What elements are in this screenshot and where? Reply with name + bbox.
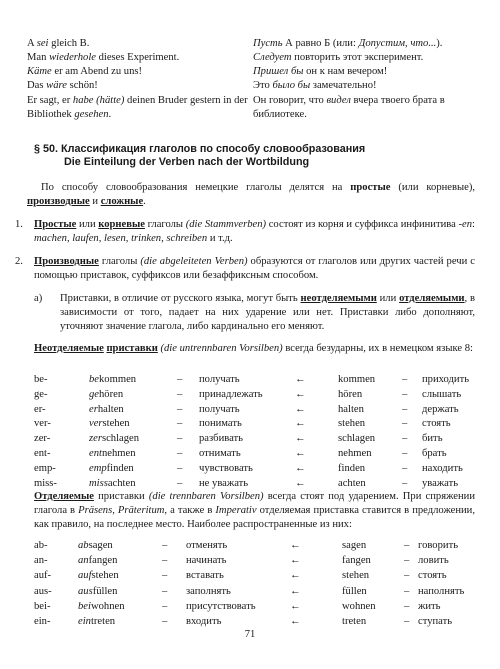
- verb-prefix: ent: [89, 448, 102, 459]
- base-translation-cell: наполнять: [418, 585, 465, 597]
- translation-cell: принадлежать: [199, 388, 263, 400]
- prefix-cell: auf-: [34, 570, 52, 582]
- verb-prefix: aus: [78, 585, 93, 597]
- translation-cell: получать: [199, 374, 240, 385]
- base-translation-cell: держать: [422, 403, 459, 415]
- dash-symbol: –: [162, 570, 168, 582]
- arrow-left-icon: ←: [290, 570, 301, 582]
- emphasis-text: корневые: [98, 219, 145, 230]
- table-row: [0, 600, 500, 615]
- emphasis-text: Отделяемые: [34, 491, 94, 502]
- dash-symbol: –: [404, 570, 410, 582]
- base-translation-cell: стоять: [422, 418, 451, 430]
- emphasis-text: (die Stammverben): [185, 219, 267, 230]
- dash-symbol: –: [402, 418, 408, 430]
- verb-cell: bekommen: [89, 374, 137, 385]
- section-title-de: Die Einteilung der Verben nach der Wortbildung: [64, 156, 310, 169]
- dash-symbol: –: [162, 616, 168, 627]
- verb-cell: eintreten: [78, 616, 116, 627]
- table-row: [0, 462, 500, 477]
- table-row: [0, 373, 500, 388]
- prefix-cell: be-: [34, 374, 48, 385]
- item-1-text: Простые или корневые глаголы (die Stammverben) состоят из корня и суффикса инфинитива -en: machen, laufen, lesen, trinken, schreiben и т.д.: [34, 219, 475, 244]
- table-row: [0, 417, 500, 432]
- verb-prefix: ab: [78, 540, 89, 551]
- translation-cell: вставать: [186, 570, 224, 582]
- arrow-left-icon: ←: [290, 555, 301, 567]
- dash-symbol: –: [404, 555, 410, 567]
- emphasis-text: sei: [36, 38, 49, 49]
- emphasis-text: сложные: [100, 195, 144, 207]
- verb-cell: missachten: [89, 477, 136, 489]
- table-row: [0, 403, 500, 418]
- table-row: [0, 569, 500, 584]
- translation-cell: понимать: [199, 418, 242, 430]
- arrow-left-icon: ←: [290, 600, 301, 612]
- base-translation-cell: говорить: [418, 540, 459, 551]
- emphasis-text: (die trennbaren Vorsilben): [148, 491, 264, 502]
- dash-symbol: –: [177, 374, 183, 385]
- example-german: A sei gleich B.: [27, 38, 90, 49]
- translation-cell: заполнять: [186, 585, 231, 597]
- verb-prefix: ge: [89, 388, 99, 400]
- example-russian: Пришел бы он к нам вечером!: [253, 66, 388, 77]
- arrow-left-icon: ←: [295, 388, 306, 400]
- example-russian: Это было бы замечательно!: [253, 80, 377, 91]
- dash-symbol: –: [177, 462, 183, 474]
- section-title-ru: § 50. Классификация глаголов по способу словообразования: [34, 143, 366, 155]
- base-translation-cell: приходить: [422, 374, 470, 385]
- base-translation-cell: ловить: [418, 555, 449, 567]
- base-verb-cell: treten: [342, 616, 367, 627]
- emphasis-text: Допустим, что...: [358, 38, 437, 49]
- separable-intro: Отделяемые приставки (die trennbaren Vorsilben) всегда стоят под ударением. При спряжении глагола в Präsens, Präteritum, а также в Imperativ отделяемая приставка ставится в предложении, как правило, на последнее место. Наиболее распространенные из них:: [34, 491, 475, 530]
- arrow-left-icon: ←: [290, 540, 301, 551]
- emphasis-text: Пусть: [253, 38, 283, 49]
- section-heading: [34, 143, 474, 170]
- dash-symbol: –: [177, 418, 183, 430]
- emphasis-text: приставки: [106, 343, 158, 354]
- table-row: [0, 539, 500, 554]
- dash-symbol: –: [177, 388, 183, 400]
- verb-cell: entnehmen: [89, 448, 136, 459]
- emphasis-text: Käme: [27, 66, 52, 77]
- verb-prefix: an: [78, 555, 89, 567]
- emphasis-text: отделяемыми: [399, 293, 465, 304]
- dash-symbol: –: [162, 600, 168, 612]
- verb-prefix: be: [89, 374, 99, 385]
- example-russian: Он говорит, что видел вчера твоего брата в библиотеке.: [253, 95, 445, 120]
- emphasis-text: неотделяемыми: [300, 293, 377, 304]
- prefix-cell: ent-: [34, 448, 51, 459]
- verb-prefix: miss: [89, 477, 108, 489]
- prefix-cell: ge-: [34, 388, 48, 400]
- base-verb-cell: kommen: [338, 374, 376, 385]
- emphasis-text: Простые: [34, 219, 77, 230]
- dash-symbol: –: [404, 540, 410, 551]
- dash-symbol: –: [404, 616, 410, 627]
- arrow-left-icon: ←: [295, 462, 306, 474]
- example-german: Käme er am Abend zu uns!: [27, 66, 143, 77]
- emphasis-text: Präsens, Präteritum: [78, 504, 165, 516]
- emphasis-text: habe (hätte): [72, 95, 125, 106]
- base-translation-cell: брать: [422, 448, 447, 459]
- arrow-left-icon: ←: [290, 585, 301, 597]
- arrow-left-icon: ←: [290, 616, 301, 627]
- verb-prefix: bei: [78, 600, 91, 612]
- emphasis-text: было бы: [272, 80, 311, 91]
- verb-cell: empfinden: [89, 462, 134, 474]
- page-number: 71: [244, 629, 256, 640]
- base-translation-cell: стоять: [418, 570, 447, 582]
- emphasis-text: Пришел бы: [253, 66, 304, 77]
- dash-symbol: –: [177, 477, 183, 489]
- base-verb-cell: sagen: [342, 540, 367, 551]
- dash-symbol: –: [162, 555, 168, 567]
- prefix-cell: ver-: [34, 418, 51, 430]
- translation-cell: начинать: [186, 555, 227, 567]
- base-verb-cell: finden: [338, 462, 366, 474]
- item-1-number: 1.: [15, 219, 23, 230]
- arrow-left-icon: ←: [295, 477, 306, 489]
- dash-symbol: –: [402, 462, 408, 474]
- base-translation-cell: находить: [422, 462, 463, 474]
- table-row: [0, 388, 500, 403]
- base-translation-cell: ступать: [418, 616, 453, 627]
- translation-cell: чувствовать: [199, 462, 253, 474]
- arrow-left-icon: ←: [295, 448, 306, 459]
- inseparable-intro: Неотделяемые приставки (die untrennbaren Vorsilben) всегда безударны, их в немецком языке 8:: [34, 343, 473, 354]
- verb-cell: aufstehen: [78, 570, 119, 582]
- dash-symbol: –: [402, 433, 408, 445]
- example-russian: Следует повторить этот эксперимент.: [253, 52, 424, 63]
- verb-cell: gehören: [89, 388, 124, 400]
- translation-cell: разбивать: [199, 433, 243, 445]
- base-verb-cell: nehmen: [338, 448, 372, 459]
- dash-symbol: –: [162, 540, 168, 551]
- base-translation-cell: бить: [422, 433, 443, 445]
- prefix-cell: er-: [34, 403, 46, 415]
- emphasis-text: wiederhole: [49, 52, 96, 63]
- emphasis-text: производные: [27, 195, 90, 207]
- dash-symbol: –: [402, 374, 408, 385]
- prefix-cell: an-: [34, 555, 48, 567]
- arrow-left-icon: ←: [295, 403, 306, 415]
- table-row: [0, 447, 500, 462]
- arrow-left-icon: ←: [295, 433, 306, 445]
- emphasis-text: Производные: [34, 256, 99, 267]
- table-row: [0, 585, 500, 600]
- item-2-text: Производные глаголы (die abgeleiteten Verben) образуются от глаголов или других частей речи с помощью приставок, суффиксов или безаффиксным способом.: [34, 256, 475, 281]
- base-verb-cell: schlagen: [338, 433, 376, 445]
- example-russian: Пусть А равно Б (или: Допустим, что...).: [253, 38, 443, 49]
- verb-cell: anfangen: [78, 555, 118, 567]
- verb-prefix: emp: [89, 462, 107, 474]
- base-translation-cell: уважать: [422, 477, 459, 489]
- dash-symbol: –: [402, 403, 408, 415]
- table-row: [0, 432, 500, 447]
- base-translation-cell: слышать: [422, 388, 462, 400]
- arrow-left-icon: ←: [295, 374, 306, 385]
- emphasis-text: machen, laufen, lesen, trinken, schreiben: [34, 232, 208, 244]
- prefix-cell: emp-: [34, 462, 56, 474]
- dash-symbol: –: [404, 585, 410, 597]
- translation-cell: присутствовать: [186, 600, 256, 612]
- arrow-left-icon: ←: [295, 418, 306, 430]
- verb-cell: absagen: [78, 540, 113, 551]
- dash-symbol: –: [177, 448, 183, 459]
- emphasis-text: (die abgeleiteten Verben): [140, 256, 248, 267]
- prefix-cell: bei-: [34, 600, 51, 612]
- verb-cell: zerschlagen: [89, 433, 140, 445]
- base-verb-cell: wohnen: [342, 600, 376, 612]
- translation-cell: отменять: [186, 540, 228, 551]
- emphasis-text: (die untrennbaren Vorsilben): [160, 343, 283, 354]
- verb-cell: beiwohnen: [78, 600, 125, 612]
- dash-symbol: –: [402, 388, 408, 400]
- verb-prefix: ein: [78, 616, 91, 627]
- dash-symbol: –: [402, 477, 408, 489]
- emphasis-text: видел: [326, 95, 351, 106]
- emphasis-text: Неотделяемые: [34, 343, 104, 354]
- example-german: Man wiederhole dieses Experiment.: [27, 52, 180, 63]
- verb-cell: verstehen: [89, 418, 130, 430]
- verb-prefix: zer: [89, 433, 102, 445]
- base-verb-cell: stehen: [342, 570, 370, 582]
- verb-cell: ausfüllen: [78, 585, 118, 597]
- translation-cell: отнимать: [199, 448, 241, 459]
- emphasis-text: gesehen: [74, 108, 109, 120]
- base-verb-cell: hören: [338, 388, 363, 400]
- dash-symbol: –: [177, 433, 183, 445]
- translation-cell: входить: [186, 616, 222, 627]
- sub-a-number: а): [34, 293, 43, 304]
- dash-symbol: –: [177, 403, 183, 415]
- emphasis-text: простые: [350, 182, 391, 193]
- intro-paragraph: По способу словообразования немецкие глаголы делятся на простые (или корневые), производные и сложные.: [27, 182, 475, 207]
- example-german: Das wäre schön!: [27, 80, 98, 91]
- emphasis-text: Следует: [253, 52, 292, 63]
- base-verb-cell: achten: [338, 477, 366, 489]
- prefix-cell: aus-: [34, 585, 52, 597]
- base-verb-cell: stehen: [338, 418, 366, 430]
- translation-cell: получать: [199, 403, 240, 415]
- dash-symbol: –: [404, 600, 410, 612]
- base-verb-cell: halten: [338, 403, 364, 415]
- sub-a-text: Приставки, в отличие от русского языка, могут быть неотделяемыми или отделяемыми, в зависимости от того, падает на них ударение или нет. Приставки либо дополняют, уточняют значение глагола, либо кардинально его меняют.: [60, 293, 475, 332]
- emphasis-text: Imperativ: [215, 504, 257, 516]
- prefix-cell: ab-: [34, 540, 48, 551]
- table-row: [0, 554, 500, 569]
- prefix-cell: miss-: [34, 477, 57, 489]
- emphasis-text: -en: [458, 219, 473, 230]
- verb-cell: erhalten: [89, 403, 124, 415]
- dash-symbol: –: [402, 448, 408, 459]
- prefix-cell: zer-: [34, 433, 51, 445]
- prefix-cell: ein-: [34, 616, 51, 627]
- verb-prefix: ver: [89, 418, 103, 430]
- base-verb-cell: fangen: [342, 555, 371, 567]
- emphasis-text: wäre: [46, 80, 67, 91]
- example-german: Er sagt, er habe (hätte) deinen Bruder gestern in der Bibliothek gesehen.: [27, 95, 248, 120]
- verb-prefix: er: [89, 403, 98, 415]
- dash-symbol: –: [162, 585, 168, 597]
- verb-prefix: auf: [78, 570, 92, 582]
- base-verb-cell: füllen: [342, 585, 367, 597]
- translation-cell: не уважать: [199, 477, 249, 489]
- base-translation-cell: жить: [418, 600, 441, 612]
- item-2-number: 2.: [15, 256, 23, 267]
